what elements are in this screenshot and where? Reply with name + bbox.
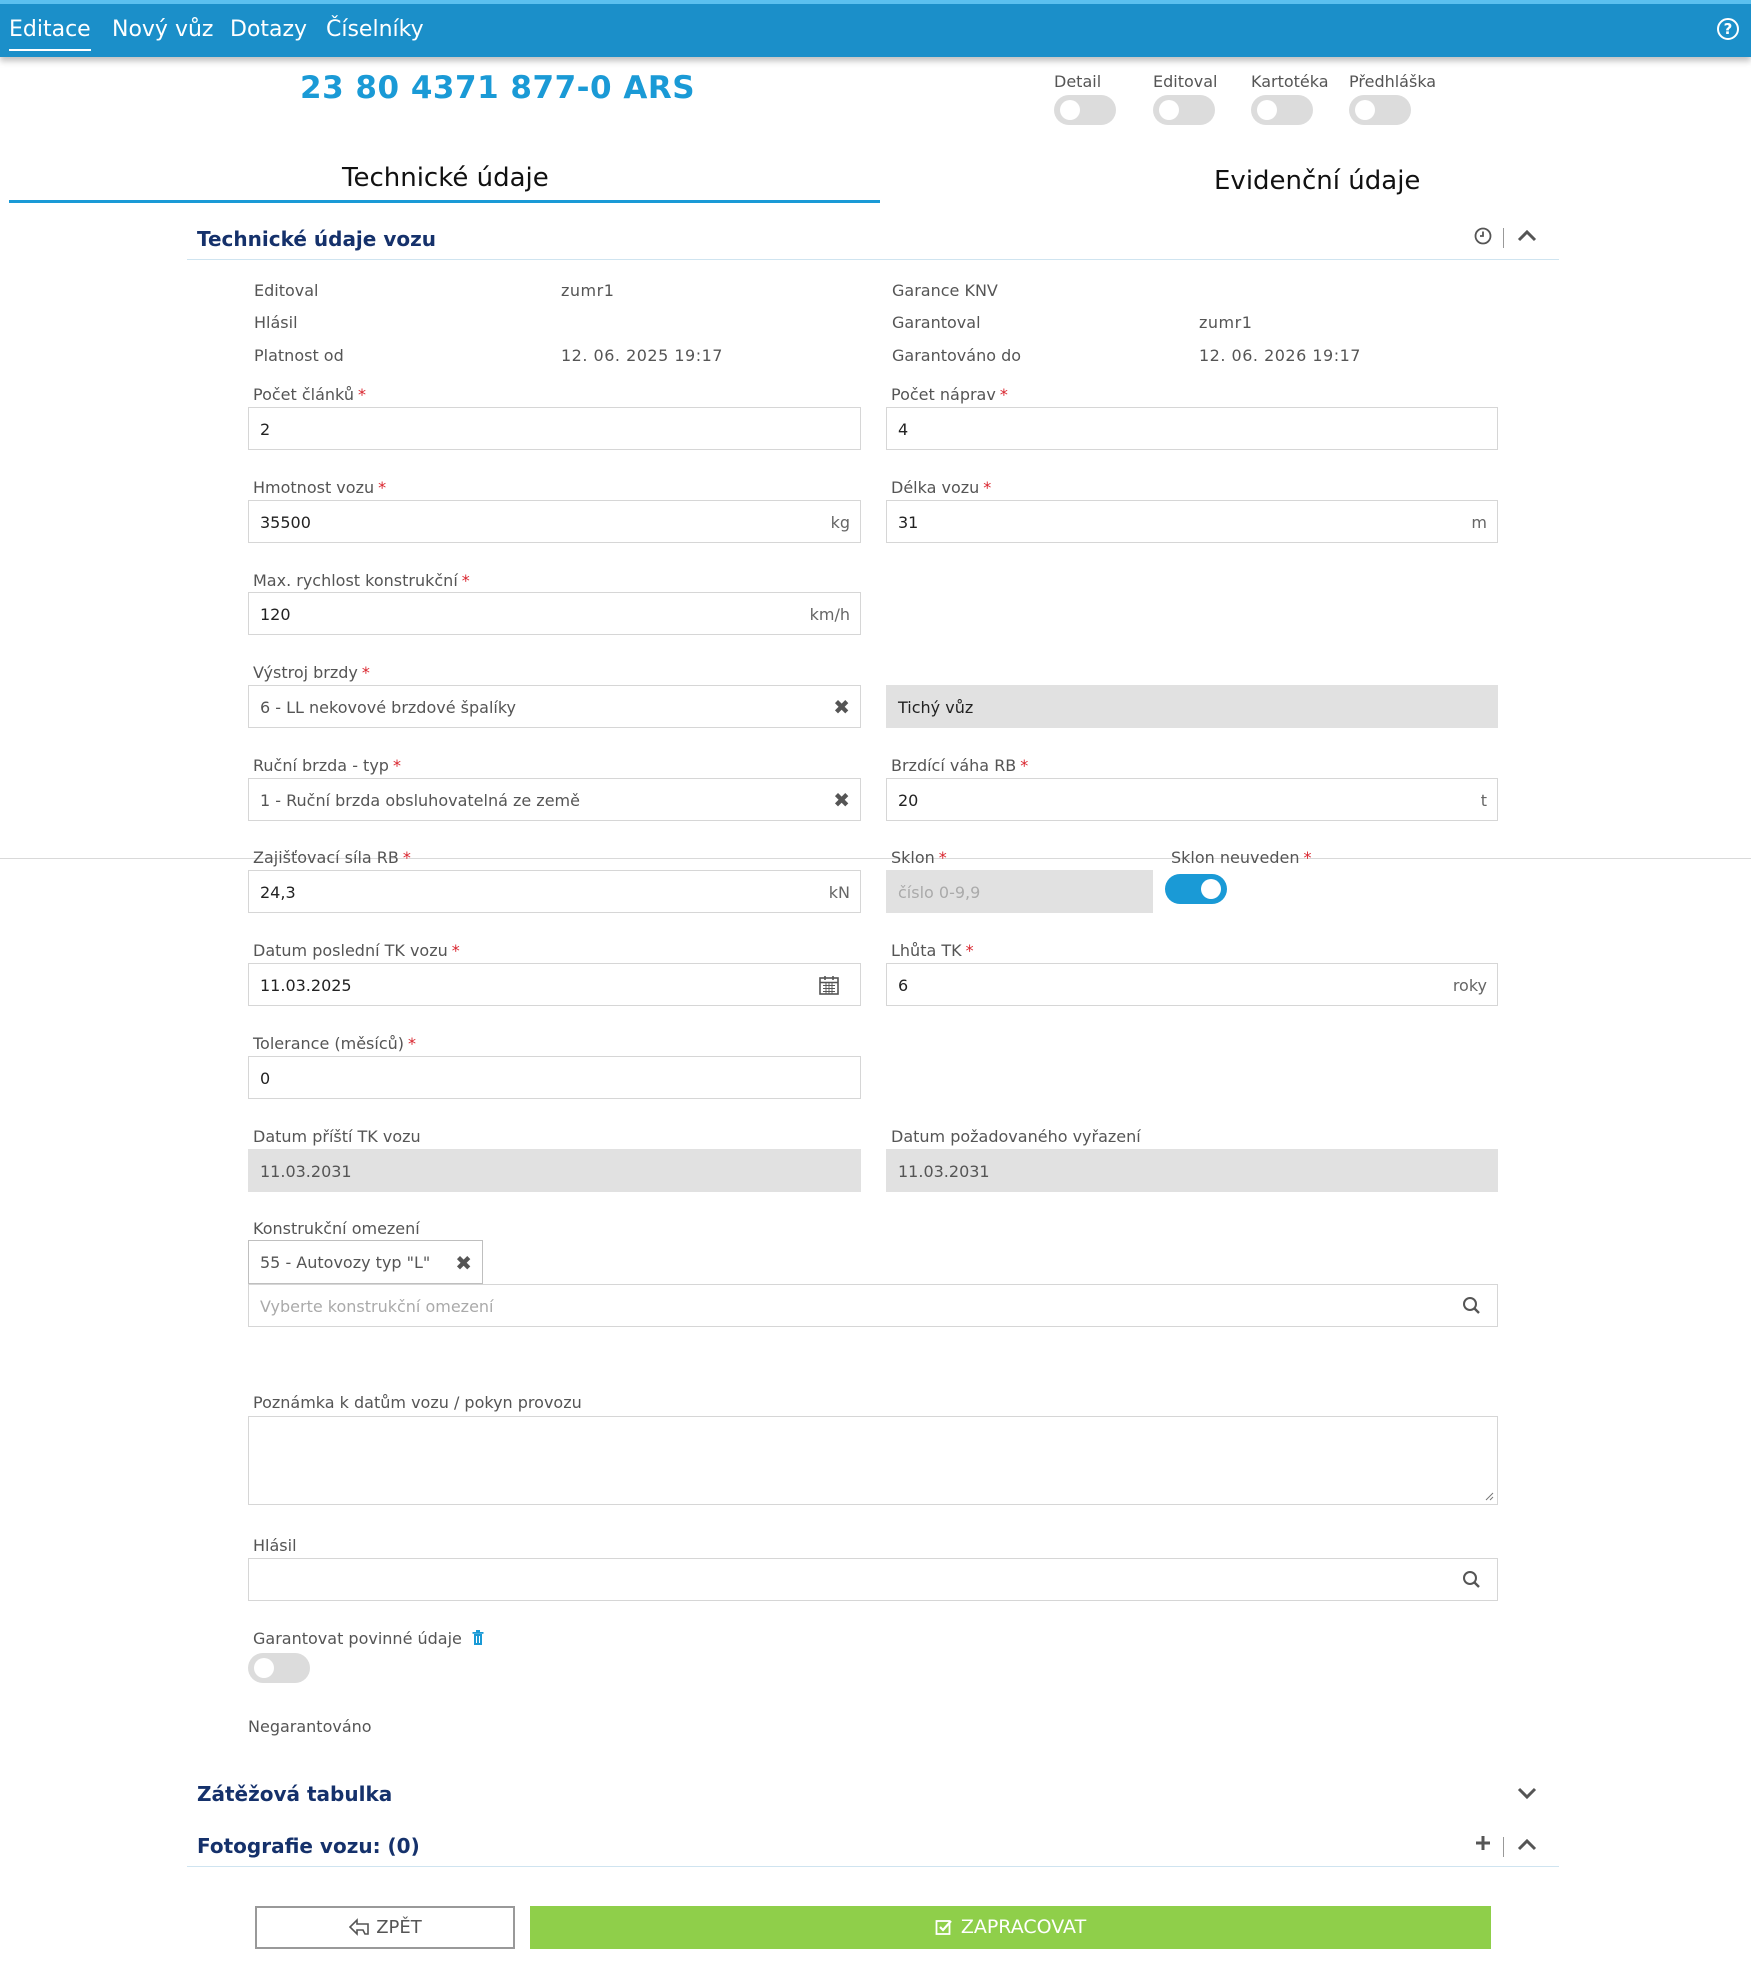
nav-item-novy-vuz[interactable]: Nový vůz [112,17,214,42]
hmotnost-vozu-input[interactable]: 35500 kg [248,500,861,543]
label-garantovat: Garantovat povinné údaje [253,1629,485,1648]
label-sklon: Sklon * [891,848,947,867]
header-separator [1503,228,1504,248]
toggle-detail[interactable] [1054,95,1116,125]
info-label-hlasil: Hlásil [254,313,298,332]
konstrukcni-omezeni-search[interactable]: Vyberte konstrukční omezení [248,1284,1498,1327]
label-hlasil: Hlásil [253,1536,297,1555]
section-title-technicke-udaje-vozu: Technické údaje vozu [197,227,436,251]
datum-vyrazeni-field: 11.03.2031 [886,1149,1498,1192]
info-label-garantoval: Garantoval [892,313,981,332]
label-lhuta-tk: Lhůta TK * [891,941,974,960]
brzdici-vaha-input[interactable]: 20 t [886,778,1498,821]
label-rucni-brzda-typ: Ruční brzda - typ * [253,756,401,775]
zajistovaci-sila-input[interactable]: 24,3 kN [248,870,861,913]
delka-vozu-input[interactable]: 31 m [886,500,1498,543]
clear-icon[interactable]: ✖ [833,788,850,812]
toggle-editoval[interactable] [1153,95,1215,125]
add-icon[interactable] [1474,1834,1492,1857]
max-rychlost-input[interactable]: 120 km/h [248,592,861,635]
help-icon[interactable]: ? [1717,18,1739,40]
label-hmotnost-vozu: Hmotnost vozu * [253,478,387,497]
nav-item-dotazy[interactable]: Dotazy [230,17,308,42]
pocet-naprav-input[interactable]: 4 [886,407,1498,450]
datum-posledni-tk-input[interactable]: 11.03.2025 [248,963,861,1006]
active-tab-indicator [9,200,880,203]
hlasil-search-input[interactable] [248,1558,1498,1601]
chevron-down-icon[interactable] [1516,1785,1538,1806]
label-pocet-naprav: Počet náprav * [891,385,1008,404]
back-button[interactable]: ZPĚT [255,1906,515,1949]
label-datum-pristi-tk: Datum příští TK vozu [253,1127,421,1146]
search-icon[interactable] [1459,1293,1485,1319]
section-title-zatezova-tabulka[interactable]: Zátěžová tabulka [197,1782,393,1806]
toggle-label-predhlaska: Předhláška [1349,72,1437,91]
chevron-up-icon[interactable] [1516,1837,1538,1858]
garantovat-toggle[interactable] [248,1653,310,1683]
chevron-up-icon[interactable] [1516,228,1538,249]
nav-item-editace[interactable]: Editace [9,16,91,51]
label-vystroj-brzdy: Výstroj brzdy * [253,663,370,682]
tab-technicke-udaje[interactable]: Technické údaje [342,163,549,193]
toggle-label-kartoteka: Kartotéka [1251,72,1329,91]
label-delka-vozu: Délka vozu * [891,478,992,497]
label-sklon-neuveden: Sklon neuveden * [1171,848,1312,867]
label-konstrukcni-omezeni: Konstrukční omezení [253,1219,420,1238]
calendar-icon[interactable] [818,974,840,1000]
label-zajistovaci-sila: Zajišťovací síla RB * [253,848,411,867]
top-navigation-bar [0,0,1751,57]
toggle-label-detail: Detail [1054,72,1102,91]
section-divider [187,1866,1559,1867]
tab-evidencni-udaje[interactable]: Evidenční údaje [1214,166,1421,196]
clear-icon[interactable]: ✖ [833,695,850,719]
label-max-rychlost: Max. rychlost konstrukční * [253,571,470,590]
resize-handle-icon[interactable] [1484,1491,1494,1501]
info-label-garantovano-do: Garantováno do [892,346,1022,365]
toggle-predhlaska[interactable] [1349,95,1411,125]
label-pocet-clanku: Počet článků * [253,385,366,404]
label-datum-posledni-tk: Datum poslední TK vozu * [253,941,460,960]
zapracovat-button[interactable]: ZAPRACOVAT [530,1906,1491,1949]
history-icon[interactable] [1473,226,1493,251]
sklon-input[interactable]: číslo 0-9,9 [886,870,1153,913]
tichy-vuz-field: Tichý vůz [886,685,1498,728]
info-label-garance-knv: Garance KNV [892,281,998,300]
info-value-garantovano-do: 12. 06. 2026 19:17 [1199,346,1361,365]
check-square-icon [935,1918,953,1936]
info-value-garantoval: zumr1 [1199,313,1253,332]
info-value-platnost-od: 12. 06. 2025 19:17 [561,346,723,365]
toggle-kartoteka[interactable] [1251,95,1313,125]
label-brzdici-vaha: Brzdící váha RB * [891,756,1029,775]
label-poznamka: Poznámka k datům vozu / pokyn provozu [253,1393,582,1412]
rucni-brzda-select[interactable]: 1 - Ruční brzda obsluhovatelná ze země ✖ [248,778,861,821]
info-label-editoval: Editoval [254,281,319,300]
section-divider [187,259,1559,260]
back-hand-icon [348,1918,370,1936]
info-label-platnost-od: Platnost od [254,346,344,365]
header-separator [1503,1837,1504,1857]
info-value-editoval: zumr1 [561,281,615,300]
konstrukcni-omezeni-chip[interactable]: 55 - Autovozy typ "L" ✖ [248,1240,483,1284]
tolerance-input[interactable]: 0 [248,1056,861,1099]
section-title-fotografie-vozu: Fotografie vozu: (0) [197,1834,420,1858]
datum-pristi-tk-field: 11.03.2031 [248,1149,861,1192]
label-datum-vyrazeni: Datum požadovaného vyřazení [891,1127,1141,1146]
label-tolerance: Tolerance (měsíců) * [253,1034,417,1053]
status-negarantovano: Negarantováno [248,1717,372,1736]
trash-icon[interactable] [471,1630,485,1646]
clear-icon[interactable]: ✖ [455,1251,472,1275]
wagon-number: 23 80 4371 877-0 ARS [300,70,696,106]
vystroj-brzdy-select[interactable]: 6 - LL nekovové brzdové špalíky ✖ [248,685,861,728]
poznamka-textarea[interactable] [248,1416,1498,1505]
search-icon[interactable] [1459,1567,1485,1593]
nav-item-ciselniky[interactable]: Číselníky [326,17,424,42]
sklon-neuveden-toggle[interactable] [1165,874,1227,904]
toggle-label-editoval: Editoval [1153,72,1218,91]
pocet-clanku-input[interactable]: 2 [248,407,861,450]
lhuta-tk-input[interactable]: 6 roky [886,963,1498,1006]
